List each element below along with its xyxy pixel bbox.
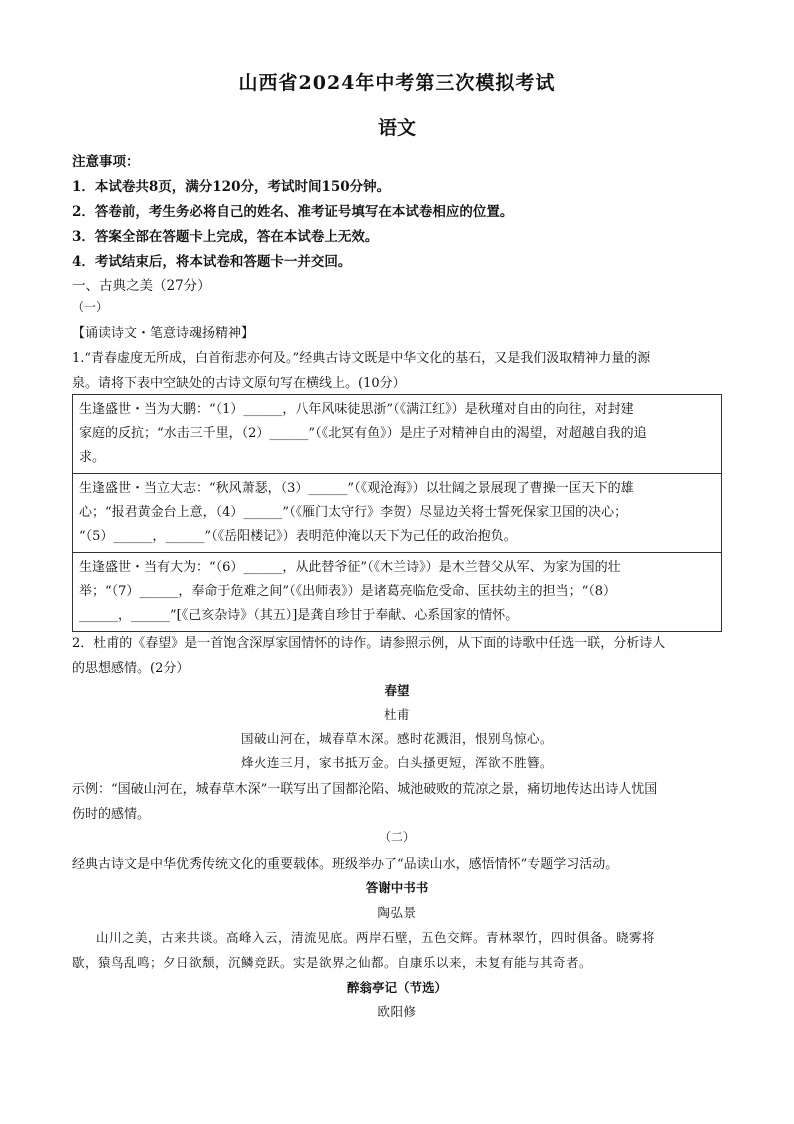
table-row-1-line-2: 家庭的反抗；“水击三千里，（2）______”（《北冥有鱼》）是庄子对精神自由的渴望，对超越自我的追 xyxy=(79,426,647,441)
table-cell xyxy=(73,553,722,632)
poem-3-title: 醉翁亭记（节选） xyxy=(346,980,447,995)
table-row xyxy=(73,553,722,632)
question-1-line-2: 泉。请将下表中空缺处的古诗文原句写在横线上。(10分） xyxy=(72,376,406,391)
question-1-line-1: 1.“青春虚度无所成，白首衔悲亦何及。”经典古诗文既是中华文化的基石，又是我们汲取精神力量的源 xyxy=(72,351,651,366)
poem-2-author: 陶弘景 xyxy=(377,905,417,920)
poem-3-author: 欧阳修 xyxy=(377,1004,417,1019)
question-2-line-2: 的思想感情。(2分） xyxy=(72,661,190,676)
theme-heading: 【诵读诗文・笔意诗魂扬精神】 xyxy=(72,326,255,341)
table-row xyxy=(73,395,722,474)
poem-2-title: 答谢中书书 xyxy=(365,880,429,895)
example-line-2: 伤时的感情。 xyxy=(72,807,151,822)
table-cell xyxy=(73,395,722,474)
poem-2-line-2: 歇，猿鸟乱鸣；夕日欲颓，沉鳞竞跃。实是欲界之仙都。自康乐以来，未复有能与其奇者。 xyxy=(72,955,593,970)
table-row-3-line-2: 举；“（7）______，奉命于危难之间”（《出师表》）是诸葛亮临危受命、匡扶幼主的担当；“（8） xyxy=(79,584,616,599)
table-row-3-line-3: ______，______”[《己亥杂诗》（其五）]是龚自珍甘于奉献、心系国家的情怀。 xyxy=(79,608,519,623)
table-row-1-line-1: 生逢盛世・当为大鹏：“（1）______，八年风味徒思浙”（《满江红》）是秋瑾对自由的向往，对封建 xyxy=(79,402,634,417)
notice-item-2: 2．答卷前，考生务必将自己的姓名、准考证号填写在本试卷相应的位置。 xyxy=(72,204,514,220)
part-two-label: （二） xyxy=(378,830,415,844)
table-row-2-line-2: 心；“报君黄金台上意，（4）______”（《雁门太守行》李贺）尽显边关将士誓死保家卫国的决心； xyxy=(79,505,628,520)
poem-1-author: 杜甫 xyxy=(383,707,410,722)
table-row-2-line-3: “（5）______，______”（《岳阳楼记》）表明范仲淹以天下为己任的政治抱负。 xyxy=(79,529,517,544)
section-heading: 一、古典之美（27分） xyxy=(72,278,211,294)
notice-heading: 注意事项： xyxy=(72,154,140,170)
notice-item-4: 4．考试结束后，将本试卷和答题卡一并交回。 xyxy=(72,254,352,270)
table-cell xyxy=(73,474,722,553)
table-row-2-line-1: 生逢盛世・当立大志：“秋风萧瑟，（3）______”（《观沧海》）以壮阔之景展现了曹操一匡天下的雄 xyxy=(79,481,634,496)
exam-title: 山西省2024年中考第三次模拟考试 xyxy=(238,72,556,94)
notice-item-1: 1．本试卷共8页，满分120分，考试时间150分钟。 xyxy=(72,179,391,195)
example-line-1: 示例：“国破山河在，城春草木深”一联写出了国都沦陷、城池破败的荒凉之景，痛切地传达出诗人忧国 xyxy=(72,782,658,797)
part-one-label: （一） xyxy=(72,300,109,314)
table-row-3-line-1: 生逢盛世・当有大为：“（6）______，从此替爷征”（《木兰诗》）是木兰替父从军、为家为国的壮 xyxy=(79,560,621,575)
poem-2-line-1: 山川之美，古来共谈。高峰入云，清流见底。两岸石壁，五色交辉。青林翠竹，四时俱备。晓雾将 xyxy=(96,930,656,945)
table-row xyxy=(73,474,722,553)
subject-title: 语文 xyxy=(377,117,416,139)
fill-blank-table xyxy=(72,394,722,632)
table-row-1-line-3: 求。 xyxy=(79,450,106,465)
part-two-intro: 经典古诗文是中华优秀传统文化的重要载体。班级举办了“品读山水，感悟情怀”专题学习活动。 xyxy=(72,857,619,872)
poem-1-line-1: 国破山河在，城春草木深。感时花溅泪，恨别鸟惊心。 xyxy=(240,731,553,746)
notice-item-3: 3．答案全部在答题卡上完成，答在本试卷上无效。 xyxy=(72,229,379,245)
poem-1-title: 春望 xyxy=(384,683,410,698)
question-2-line-1: 2．杜甫的《春望》是一首饱含深厚家国情怀的诗作。请参照示例，从下面的诗歌中任选一联，分析诗人 xyxy=(72,636,666,651)
poem-1-line-2: 烽火连三月，家书抵万金。白头搔更短，浑欲不胜簪。 xyxy=(240,755,553,770)
